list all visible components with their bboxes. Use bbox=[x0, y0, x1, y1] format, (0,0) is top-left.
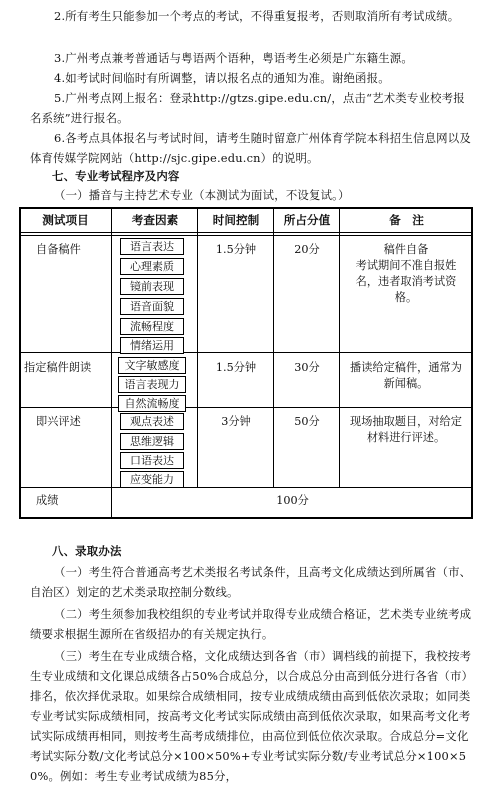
total-value: 100分 bbox=[276, 494, 309, 507]
row1-item: 自备稿件 bbox=[36, 243, 81, 256]
row1-factor: 流畅程度 bbox=[120, 318, 184, 335]
row1-factor: 镜前表现 bbox=[120, 278, 184, 295]
row2-factor: 自然流畅度 bbox=[118, 395, 186, 412]
row2-score: 30分 bbox=[294, 361, 320, 374]
row3-score: 50分 bbox=[294, 415, 320, 428]
row2-time: 1.5分钟 bbox=[215, 361, 257, 374]
section-8-paragraph-2: （二）考生须参加我校组织的专业考试并取得专业成绩合格证，艺术类专业统考成绩要求根据生源所在省级招办的有关规定执行。 bbox=[30, 607, 472, 641]
header-time: 时间控制 bbox=[212, 213, 260, 227]
row1-note: 稿件自备 考试期间不准自报姓名，违者取消考试资格。 bbox=[355, 243, 457, 304]
row2-note: 播读给定稿件，通常为新闻稿。 bbox=[350, 361, 462, 390]
row1-score: 20分 bbox=[294, 243, 320, 256]
paragraph-5: 5.广州考点网上报名：登录http://gtzs.gipe.edu.cn/，点击“艺术类专业校考报名系统”进行报名。 bbox=[30, 91, 465, 125]
row2-factor: 文字敏感度 bbox=[118, 357, 186, 374]
header-note: 备 注 bbox=[389, 213, 424, 227]
row2-factor: 语言表现力 bbox=[118, 376, 186, 393]
section-8-heading: 八、录取办法 bbox=[52, 544, 122, 558]
row1-factor: 情绪运用 bbox=[120, 337, 184, 354]
row1-time: 1.5分钟 bbox=[215, 243, 257, 256]
row1-factor: 语音面貌 bbox=[120, 298, 184, 315]
header-item: 测试项目 bbox=[42, 213, 89, 227]
row3-factor: 口语表达 bbox=[120, 452, 184, 469]
row3-factor: 观点表述 bbox=[120, 413, 184, 430]
total-label: 成绩 bbox=[36, 494, 59, 507]
paragraph-4: 4.如考试时间临时有所调整，请以报名点的通知为准。谢绝函报。 bbox=[54, 71, 390, 85]
paragraph-3: 3.广州考点兼考普通话与粤语两个语种，粤语考生必须是广东籍生源。 bbox=[54, 51, 413, 65]
paragraph-2: 2.所有考生只能参加一个考点的考试，不得重复报考，否则取消所有考试成绩。 bbox=[54, 9, 460, 23]
paragraph-6: 6.各考点具体报名与考试时间，请考生随时留意广州体育学院本科招生信息网以及体育传媒学院网站（http://sjc.gipe.edu.cn）的说明。 bbox=[30, 131, 471, 165]
row2-item: 指定稿件朗读 bbox=[24, 361, 92, 374]
header-score: 所占分值 bbox=[283, 213, 331, 227]
row3-time: 3分钟 bbox=[221, 415, 251, 428]
row3-factor: 应变能力 bbox=[120, 471, 184, 488]
row3-note: 现场抽取题目，对给定材料进行评述。 bbox=[350, 415, 462, 444]
header-factors: 考查因素 bbox=[131, 213, 179, 227]
row3-item: 即兴评述 bbox=[36, 415, 81, 428]
section-8-paragraph-3: （三）考生在专业成绩合格，文化成绩达到各省（市）调档线的前提下，我校按考生专业成绩和文化课总成绩各占50%合成总分，以合成总分由高到低分进行各省（市）排名，依次择优录取。如果综合成绩相同，按专业成绩成绩由高到低依次录取；如同类专业考试实际成绩相同，按高考文化考试实际成绩由高到低依次录取，如果高考文化考试实际成绩再相同，则按考生高考成绩排位，由高位到低位依次录取。合成总分=文化考试实际分数/文化考试总分×100×50%+专业考试实际分数/专业考试总分×100×50%。例如：考生专业考试成绩为85分， bbox=[30, 649, 472, 783]
row1-factor: 语言表达 bbox=[120, 238, 184, 255]
row1-factor: 心理素质 bbox=[120, 258, 184, 275]
section-7-subheading: （一）播音与主持艺术专业（本测试为面试，不设复试。） bbox=[54, 188, 350, 202]
section-8-paragraph-1: （一）考生符合普通高考艺术类报名考试条件，且高考文化成绩达到所属省（市、自治区）划定的艺术类录取控制分数线。 bbox=[30, 565, 472, 599]
row3-factor: 思维逻辑 bbox=[120, 433, 184, 450]
section-7-heading: 七、专业考试程序及内容 bbox=[52, 169, 180, 183]
